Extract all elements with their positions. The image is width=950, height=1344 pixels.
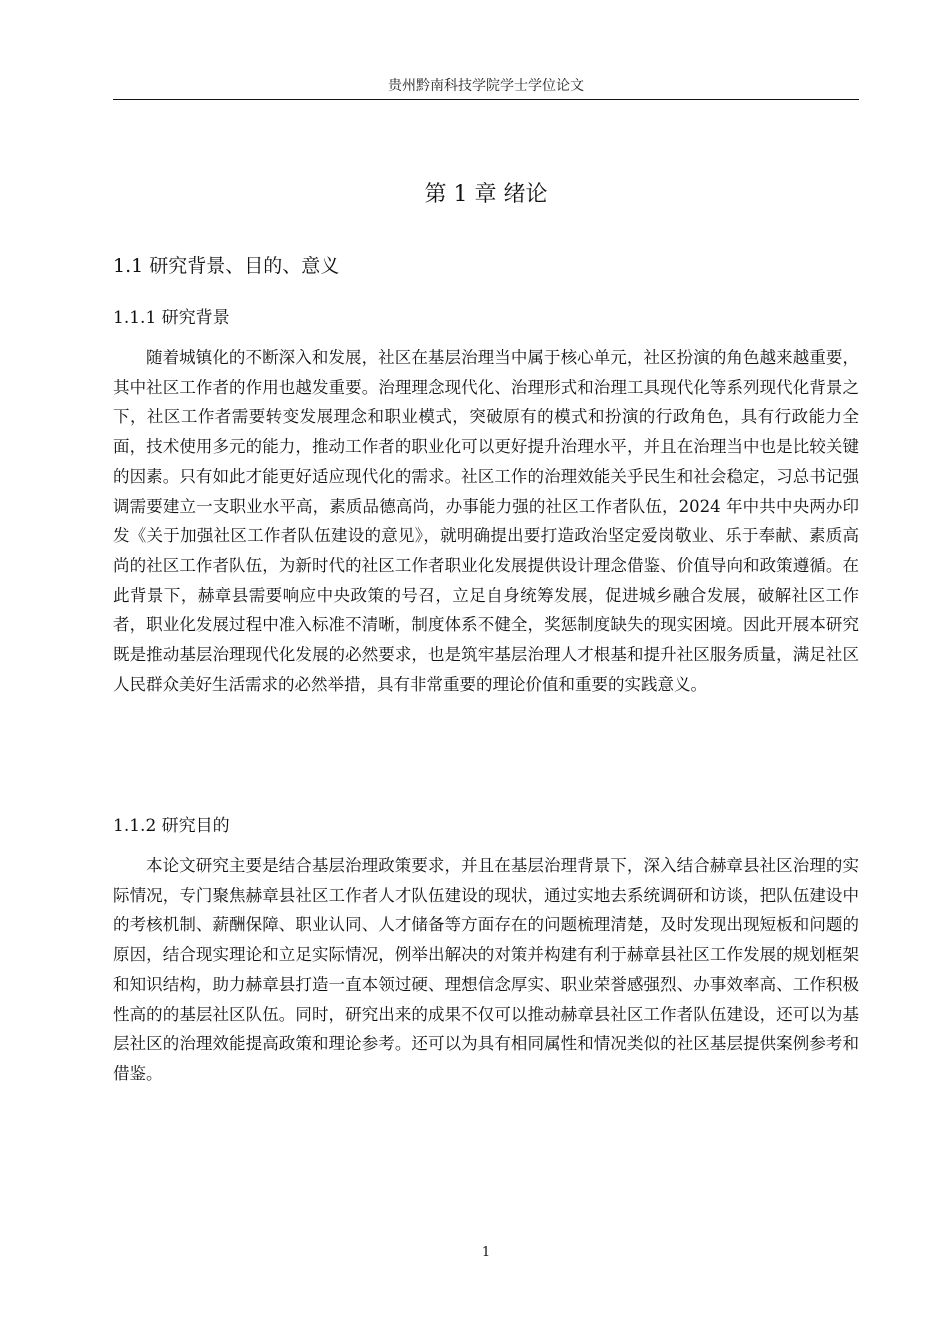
chapter-title: 第 1 章 绪论 bbox=[424, 182, 548, 207]
subsection-heading-background: 1.1.1 研究背景 bbox=[113, 308, 230, 328]
paragraph-background: 随着城镇化的不断深入和发展，社区在基层治理当中属于核心单元，社区扮演的角色越来越重要，其中社区工作者的作用也越发重要。治理理念现代化、治理形式和治理工具现代化等系列现代化背景之下，社区工作者需要转变发展理念和职业模式，突破原有的模式和扮演的行政角色，具有行政能力全面，技术使用多元的能力，推动工作者的职业化可以更好提升治理水平，并且在治理当中也是比较关键的因素。只有如此才能更好适应现代化的需求。社区工作的治理效能关乎民生和社会稳定，习总书记强调需要建立一支职业水平高，素质品德高尚，办事能力强的社区工作者队伍，2024 年中共中央两办印发《关于加强社区工作者队伍建设的意见》，就明确提出要打造政治坚定爱岗敬业、乐于奉献、素质高尚的社区工作者队伍，为新时代的社区工作者职业化发展提供设计理念借鉴、价值导向和政策遵循。在此背景下，赫章县需要响应中央政策的号召，立足自身统筹发展，促进城乡融合发展，破解社区工作者，职业化发展过程中准入标准不清晰，制度体系不健全，奖惩制度缺失的现实困境。因此开展本研究既是推动基层治理现代化发展的必然要求，也是筑牢基层治理人才根基和提升社区服务质量，满足社区人民群众美好生活需求的必然举措，具有非常重要的理论价值和重要的实践意义。 bbox=[113, 348, 859, 694]
section-heading: 1.1 研究背景、目的、意义 bbox=[113, 255, 340, 277]
header-rule bbox=[113, 99, 859, 100]
paragraph-purpose: 本论文研究主要是结合基层治理政策要求，并且在基层治理背景下，深入结合赫章县社区治理的实际情况，专门聚焦赫章县社区工作者人才队伍建设的现状，通过实地去系统调研和访谈，把队伍建设中的考核机制、薪酬保障、职业认同、人才储备等方面存在的问题梳理清楚，及时发现出现短板和问题的原因，结合现实理论和立足实际情况，例举出解决的对策并构建有利于赫章县社区工作发展的规划框架和知识结构，助力赫章县打造一直本领过硬、理想信念厚实、职业荣誉感强烈、办事效率高、工作积极性高的的基层社区队伍。同时，研究出来的成果不仅可以推动赫章县社区工作者队伍建设，还可以为基层社区的治理效能提高政策和理论参考。还可以为具有相同属性和情况类似的社区基层提供案例参考和借鉴。 bbox=[113, 856, 859, 1083]
running-header: 贵州黔南科技学院学士学位论文 bbox=[388, 78, 584, 94]
subsection-heading-purpose: 1.1.2 研究目的 bbox=[113, 816, 230, 836]
page-number: 1 bbox=[481, 1245, 491, 1260]
